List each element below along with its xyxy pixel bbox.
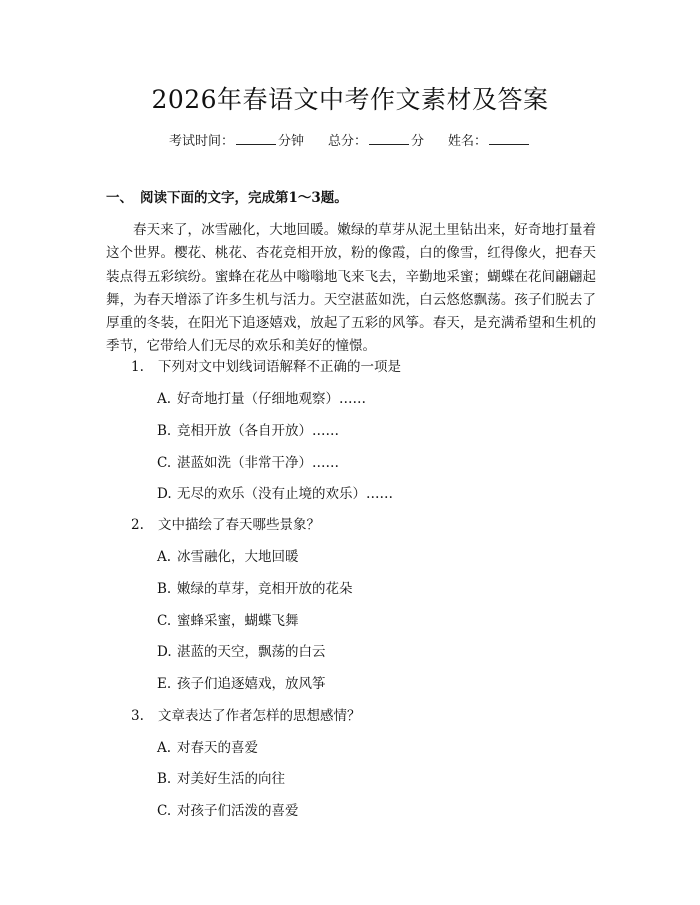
question-text: 文章表达了作者怎样的思想感情？ — [158, 708, 361, 724]
document-title: 2026年春语文中考作文素材及答案 — [151, 85, 549, 114]
option-text: 无尽的欢乐（没有止境的欢乐）…… — [177, 486, 393, 502]
option-text: 对美好生活的向往 — [177, 771, 285, 787]
question-number: 2. — [131, 517, 144, 533]
question-1-option-b — [157, 421, 339, 441]
exam-meta-line — [0, 131, 700, 152]
total-score-blank — [369, 131, 409, 145]
question-number: 1. — [131, 359, 144, 375]
option-letter: B. — [157, 423, 172, 439]
question-3-option-b — [157, 769, 285, 789]
question-2-option-e — [157, 674, 326, 694]
question-1 — [131, 357, 401, 377]
option-text: 蜜蜂采蜜，蝴蝶飞舞 — [177, 613, 299, 629]
option-letter: C. — [157, 455, 172, 471]
question-3-option-a — [157, 738, 258, 758]
question-3 — [131, 706, 361, 726]
question-3-option-c — [157, 801, 299, 821]
option-text: 嫩绿的草芽，竞相开放的花朵 — [177, 581, 353, 597]
option-letter: D. — [157, 486, 172, 502]
question-2-option-a — [157, 547, 299, 567]
option-letter: E. — [157, 676, 172, 692]
section-number: 一、 — [106, 190, 133, 206]
option-letter: A. — [157, 549, 172, 565]
option-text: 对春天的喜爱 — [177, 740, 258, 756]
question-2 — [131, 515, 320, 535]
option-letter: B. — [157, 771, 172, 787]
option-text: 对孩子们活泼的喜爱 — [177, 803, 299, 819]
question-text: 文中描绘了春天哪些景象？ — [158, 517, 320, 533]
section-heading — [106, 188, 348, 208]
question-2-option-d — [157, 642, 326, 662]
student-name-label: 姓名： — [448, 134, 488, 149]
question-number: 3. — [131, 708, 144, 724]
question-2-option-b — [157, 579, 353, 599]
student-name-blank — [489, 131, 529, 145]
question-text: 下列对文中划线词语解释不正确的一项是 — [158, 359, 401, 375]
option-text: 冰雪融化，大地回暖 — [177, 549, 299, 565]
exam-time-unit: 分钟 — [277, 134, 304, 149]
option-text: 湛蓝如洗（非常干净）…… — [177, 455, 339, 471]
question-1-option-c — [157, 453, 339, 473]
option-text: 湛蓝的天空，飘荡的白云 — [177, 644, 326, 660]
option-letter: A. — [157, 740, 172, 756]
option-text: 竞相开放（各自开放）…… — [177, 423, 339, 439]
question-1-option-a — [157, 389, 366, 409]
option-letter: A. — [157, 391, 172, 407]
question-2-option-c — [157, 611, 299, 631]
total-score-label: 总分： — [327, 134, 367, 149]
question-1-option-d — [157, 484, 393, 504]
option-text: 好奇地打量（仔细地观察）…… — [177, 391, 366, 407]
section-instruction: 阅读下面的文字，完成第1～3题。 — [140, 190, 348, 206]
exam-time-blank — [236, 131, 276, 145]
total-score-unit: 分 — [411, 134, 425, 149]
reading-passage: 春天来了，冰雪融化，大地回暖。嫩绿的草芽从泥土里钻出来，好奇地打量着这个世界。樱花、桃花、杏花竞相开放，粉的像霞，白的像雪，红得像火，把春天装点得五彩缤纷。蜜蜂在花丛中嗡嗡地飞来飞去，辛勤地采蜜；蝴蝶在花间翩翩起舞，为春天增添了许多生机与活力。天空湛蓝如洗，白云悠悠飘荡。孩子们脱去了厚重的冬装，在阳光下追逐嬉戏，放起了五彩的风筝。春天，是充满希望和生机的季节，它带给人们无尽的欢乐和美好的憧憬。 — [106, 222, 596, 355]
option-letter: C. — [157, 803, 172, 819]
option-letter: B. — [157, 581, 172, 597]
option-text: 孩子们追逐嬉戏，放风筝 — [177, 676, 326, 692]
option-letter: D. — [157, 644, 172, 660]
option-letter: C. — [157, 613, 172, 629]
exam-time-label: 考试时间： — [168, 134, 234, 149]
